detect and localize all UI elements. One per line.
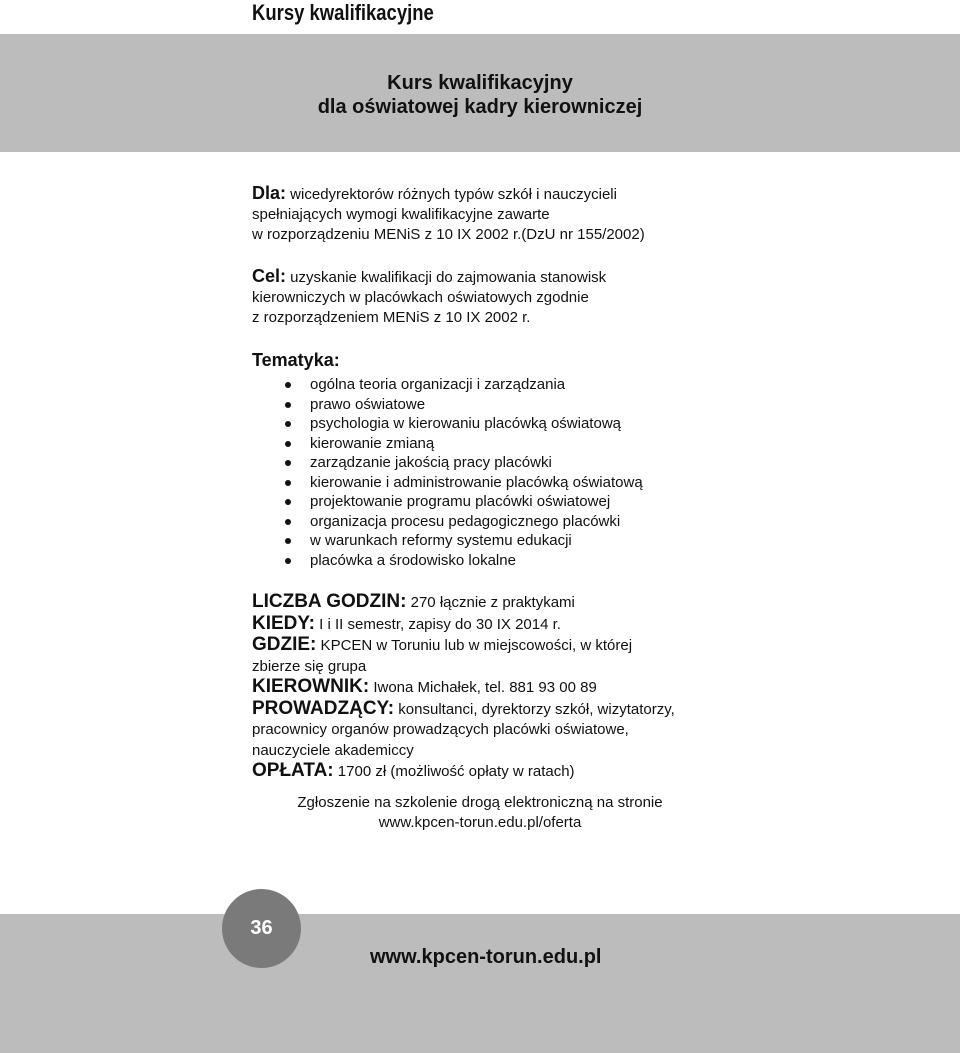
topic-item: projektowanie programu placówki oświatowej (252, 492, 722, 512)
hours-value: 270 łącznie z praktykami (406, 594, 575, 611)
leaders-label: PROWADZĄCY: (252, 697, 395, 719)
topic-item: placówka a środowisko lokalne (252, 551, 722, 571)
fee-label: OPŁATA: (252, 760, 334, 781)
footer-url-link[interactable]: www.kpcen-torun.edu.pl (370, 946, 602, 968)
topic-item-continuation: w warunkach reformy systemu edukacji (252, 531, 722, 551)
goal-section (252, 266, 722, 328)
leaders-row (252, 699, 722, 762)
audience-text: wicedyrektorów różnych typów szkół i nauczycieli (286, 186, 617, 203)
course-title-line1: Kurs kwalifikacyjny (387, 72, 573, 94)
when-row (252, 614, 722, 636)
where-value: KPCEN w Toruniu lub w miejscowości, w której (316, 637, 633, 654)
where-row (252, 635, 722, 677)
audience-section (252, 183, 722, 245)
topic-item: prawo oświatowe (252, 395, 722, 415)
topics-section (252, 349, 722, 570)
details-section (252, 592, 722, 783)
leaders-value: konsultanci, dyrektorzy szkół, wizytatorzy, (394, 700, 675, 718)
signup-note (252, 793, 708, 833)
page-number-badge (222, 889, 301, 968)
audience-label: Dla: (252, 183, 287, 203)
manager-label: KIEROWNIK: (252, 676, 370, 697)
fee-row (252, 761, 722, 783)
where-value: zbierze się grupa (252, 657, 367, 675)
signup-text: Zgłoszenie na szkolenie drogą elektroniczną na stronie (297, 794, 663, 811)
course-title-line2: dla oświatowej kadry kierowniczej (317, 96, 643, 118)
topics-list (252, 375, 722, 570)
topic-item: psychologia w kierowaniu placówką oświatową (252, 414, 722, 434)
goal-label: Cel: (252, 266, 287, 286)
when-label: KIEDY: (252, 612, 315, 634)
footer-band (0, 914, 960, 1053)
audience-text: spełniających wymogi kwalifikacyjne zawarte (252, 206, 550, 223)
hours-row (252, 592, 722, 614)
topic-item: ogólna teoria organizacji i zarządzania (252, 375, 722, 395)
leaders-value: nauczyciele akademiccy (252, 741, 414, 759)
goal-text: z rozporządzeniem MENiS z 10 IX 2002 r. (252, 309, 531, 326)
section-header: Kursy kwalifikacyjne (252, 0, 434, 25)
course-details (252, 183, 722, 783)
where-label: GDZIE: (252, 634, 317, 655)
manager-row (252, 677, 722, 699)
leaders-value: pracownicy organów prowadzących placówki oświatowe, (252, 721, 629, 738)
goal-text: kierowniczych w placówkach oświatowych zgodnie (252, 289, 589, 306)
topics-label: Tematyka: (252, 350, 340, 370)
topic-item: organizacja procesu pedagogicznego placówki (252, 512, 722, 532)
manager-value: Iwona Michałek, tel. 881 93 00 89 (369, 679, 597, 696)
topic-item: kierowanie i administrowanie placówką oświatową (252, 473, 722, 493)
topic-item: kierowanie zmianą (252, 434, 722, 454)
audience-text: w rozporządzeniu MENiS z 10 IX 2002 r.(DzU nr 155/2002) (252, 226, 645, 243)
title-banner (0, 34, 960, 152)
signup-link[interactable]: www.kpcen-torun.edu.pl/oferta (378, 814, 582, 831)
when-value: I i II semestr, zapisy do 30 IX 2014 r. (314, 615, 561, 633)
goal-text: uzyskanie kwalifikacji do zajmowania stanowisk (286, 269, 607, 286)
topic-item: zarządzanie jakością pracy placówki (252, 453, 722, 473)
page-number: 36 (250, 917, 273, 939)
fee-value: 1700 zł (możliwość opłaty w ratach) (333, 763, 575, 780)
hours-label: LICZBA GODZIN: (252, 591, 407, 612)
